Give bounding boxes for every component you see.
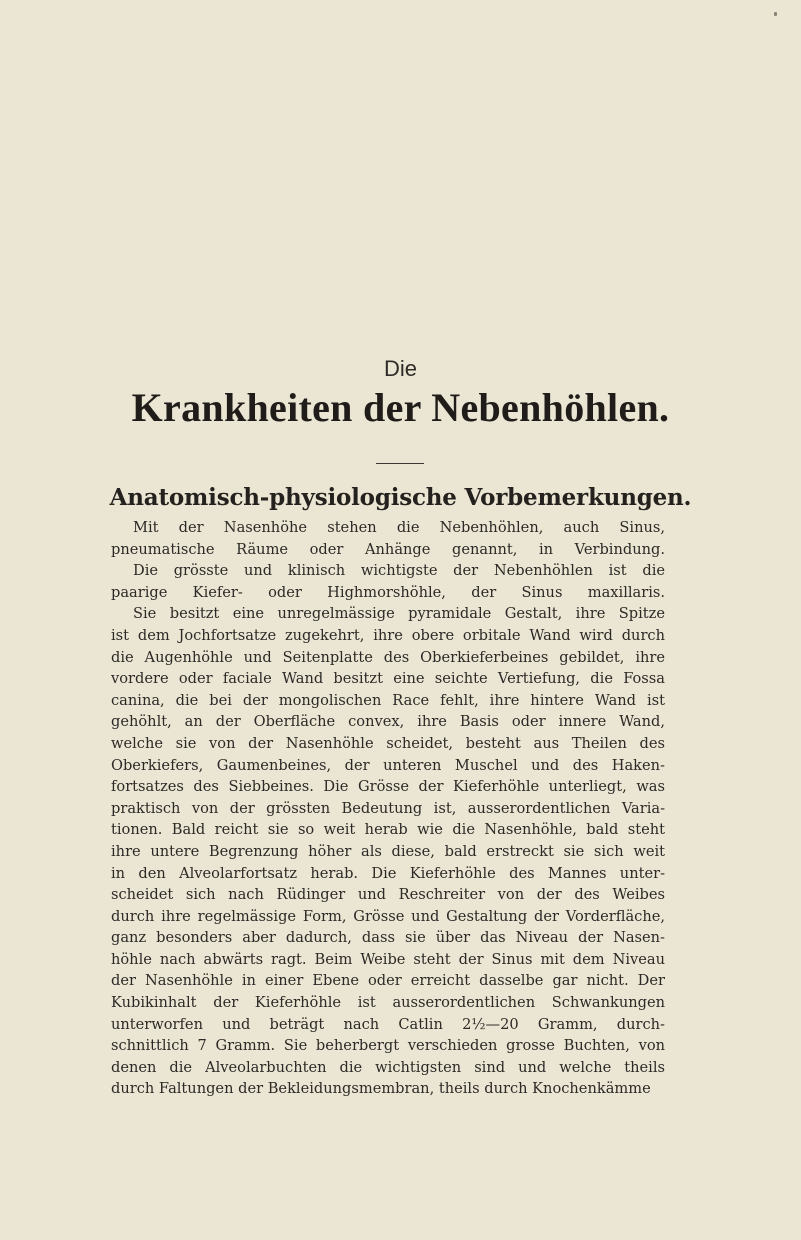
text-line: fortsatzes des Siebbeines. Die Grösse der Kieferhöhle unterliegt, was (111, 778, 665, 796)
title-divider (376, 463, 424, 464)
text-line: schnittlich 7 Gramm. Sie beherbergt verschieden grosse Buchten, von (111, 1037, 665, 1055)
text-line: tionen. Bald reicht sie so weit herab wie die Nasenhöhle, bald steht (111, 821, 665, 839)
text-line: Mit der Nasenhöhe stehen die Nebenhöhlen, auch Sinus, (133, 519, 665, 536)
print-speck (774, 12, 777, 16)
text-line: unterworfen und beträgt nach Catlin 2½—20 Gramm, durch- (111, 1015, 665, 1033)
text-line: vordere oder faciale Wand besitzt eine seichte Vertiefung, die Fossa (111, 670, 665, 688)
text-line: durch Faltungen der Bekleidungsmembran, theils durch Knochenkämme (111, 1080, 651, 1098)
text-line: ganz besonders aber dadurch, dass sie über das Niveau der Nasen- (111, 929, 665, 947)
body-text (111, 517, 665, 1100)
text-line: Oberkiefers, Gaumenbeines, der unteren Muschel und des Haken- (111, 756, 665, 774)
pre-title: Die (383, 356, 417, 381)
text-line: ihre untere Begrenzung höher als diese, bald erstreckt sie sich weit (111, 842, 665, 860)
text-line: ist dem Jochfortsatze zugekehrt, ihre obere orbitale Wand wird durch (111, 626, 665, 644)
text-line: paarige Kiefer- oder Highmorshöhle, der Sinus maxillaris. (111, 583, 665, 601)
text-line: durch ihre regelmässige Form, Grösse und Gestaltung der Vorderfläche, (111, 907, 665, 925)
text-line: Sie besitzt eine unregelmässige pyramidale Gestalt, ihre Spitze (133, 605, 665, 623)
text-line: der Nasenhöhle in einer Ebene oder erreicht dasselbe gar nicht. Der (111, 972, 665, 990)
text-line: denen die Alveolarbuchten die wichtigsten sind und welche theils (111, 1058, 665, 1076)
text-line: scheidet sich nach Rüdinger und Reschreiter von der des Weibes (111, 886, 665, 904)
text-line: pneumatische Räume oder Anhänge genannt, in Verbindung. (111, 540, 665, 558)
section-heading: Anatomisch-physiologische Vorbemerkungen. (109, 484, 692, 511)
text-line: die Augenhöhle und Seitenplatte des Oberkieferbeines gebildet, ihre (111, 648, 665, 666)
text-line: in den Alveolarfortsatz herab. Die Kieferhöhle des Mannes unter- (111, 864, 665, 882)
chapter-title: Krankheiten der Nebenhöhlen. (131, 385, 670, 430)
text-line: Die grösste und klinisch wichtigste der Nebenhöhlen ist die (133, 562, 665, 580)
text-line: Kubikinhalt der Kieferhöhle ist ausserordentlichen Schwankungen (111, 994, 665, 1012)
text-line: canina, die bei der mongolischen Race fehlt, ihre hintere Wand ist (111, 691, 665, 709)
text-line: welche sie von der Nasenhöhle scheidet, besteht aus Theilen des (111, 734, 665, 752)
text-line: höhle nach abwärts ragt. Beim Weibe steht der Sinus mit dem Niveau (111, 950, 665, 968)
text-line: praktisch von der grössten Bedeutung ist, ausserordentlichen Varia- (111, 799, 665, 817)
text-line: gehöhlt, an der Oberfläche convex, ihre Basis oder innere Wand, (111, 713, 665, 731)
